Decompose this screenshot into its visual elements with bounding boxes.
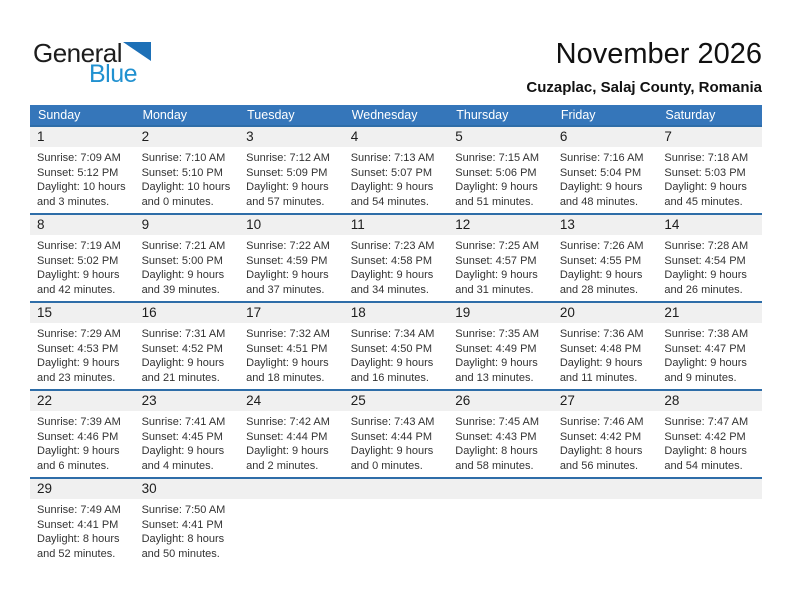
day-cell-16 bbox=[135, 302, 240, 390]
day-number-band bbox=[239, 479, 344, 499]
sunrise-line: Sunrise: 7:12 AM bbox=[246, 152, 330, 164]
location-subtitle: Cuzaplac, Salaj County, Romania bbox=[526, 79, 762, 96]
daylight-line-2: and 50 minutes. bbox=[141, 547, 220, 560]
day-details bbox=[657, 147, 762, 209]
weekday-header-wednesday: Wednesday bbox=[344, 105, 449, 126]
logo-text-blue: Blue bbox=[89, 60, 138, 88]
sunset-line: Sunset: 4:44 PM bbox=[246, 430, 328, 443]
day-cell-12 bbox=[448, 214, 553, 302]
empty-day-cell bbox=[553, 478, 658, 566]
day-cell-3 bbox=[239, 126, 344, 214]
day-details bbox=[344, 147, 449, 209]
daylight-line-2: and 31 minutes. bbox=[455, 283, 534, 296]
day-number-band: 17 bbox=[239, 303, 344, 323]
day-number-band: 6 bbox=[553, 127, 658, 147]
daylight-line-1: Daylight: 9 hours bbox=[37, 445, 120, 458]
daylight-line-2: and 54 minutes. bbox=[664, 459, 743, 472]
daylight-line-2: and 2 minutes. bbox=[246, 459, 319, 472]
day-details bbox=[30, 235, 135, 297]
daylight-line-1: Daylight: 9 hours bbox=[246, 181, 329, 194]
day-cell-4 bbox=[344, 126, 449, 214]
day-cell-15 bbox=[30, 302, 135, 390]
daylight-line-2: and 21 minutes. bbox=[141, 371, 220, 384]
sunrise-line: Sunrise: 7:29 AM bbox=[37, 328, 121, 340]
daylight-line-2: and 58 minutes. bbox=[455, 459, 534, 472]
day-cell-20 bbox=[553, 302, 658, 390]
day-cell-7 bbox=[657, 126, 762, 214]
day-number-band: 16 bbox=[135, 303, 240, 323]
daylight-line-1: Daylight: 9 hours bbox=[455, 269, 538, 282]
day-number-band: 18 bbox=[344, 303, 449, 323]
daylight-line-1: Daylight: 9 hours bbox=[141, 445, 225, 458]
daylight-line-1: Daylight: 9 hours bbox=[455, 357, 538, 370]
daylight-line-2: and 23 minutes. bbox=[37, 371, 116, 384]
day-details bbox=[448, 147, 553, 209]
daylight-line-1: Daylight: 9 hours bbox=[350, 269, 434, 282]
day-details bbox=[135, 411, 240, 473]
day-cell-21 bbox=[657, 302, 762, 390]
sunset-line: Sunset: 4:51 PM bbox=[246, 342, 328, 355]
day-cell-30 bbox=[135, 478, 240, 566]
week-row bbox=[30, 126, 762, 214]
sunrise-line: Sunrise: 7:25 AM bbox=[455, 240, 540, 252]
sunset-line: Sunset: 5:12 PM bbox=[37, 166, 119, 179]
daylight-line-1: Daylight: 9 hours bbox=[350, 181, 434, 194]
day-number-band: 22 bbox=[30, 391, 135, 411]
daylight-line-1: Daylight: 8 hours bbox=[37, 533, 120, 546]
daylight-line-1: Daylight: 9 hours bbox=[246, 357, 329, 370]
daylight-line-1: Daylight: 9 hours bbox=[37, 269, 120, 282]
daylight-line-1: Daylight: 8 hours bbox=[141, 533, 225, 546]
day-number-band: 19 bbox=[448, 303, 553, 323]
day-cell-10 bbox=[239, 214, 344, 302]
daylight-line-2: and 48 minutes. bbox=[559, 195, 639, 208]
day-cell-19 bbox=[448, 302, 553, 390]
day-number-band: 20 bbox=[553, 303, 658, 323]
day-details bbox=[553, 323, 658, 385]
day-cell-2 bbox=[135, 126, 240, 214]
week-row bbox=[30, 478, 762, 566]
sunrise-line: Sunrise: 7:42 AM bbox=[246, 416, 330, 428]
daylight-line-1: Daylight: 9 hours bbox=[559, 269, 643, 282]
day-details bbox=[657, 323, 762, 385]
sunrise-line: Sunrise: 7:31 AM bbox=[141, 328, 226, 340]
sunrise-line: Sunrise: 7:09 AM bbox=[37, 152, 121, 164]
sunrise-line: Sunrise: 7:49 AM bbox=[37, 504, 121, 516]
day-cell-26 bbox=[448, 390, 553, 478]
weekday-header-monday: Monday bbox=[135, 105, 240, 126]
day-cell-5 bbox=[448, 126, 553, 214]
sunset-line: Sunset: 5:07 PM bbox=[350, 166, 433, 179]
day-cell-9 bbox=[135, 214, 240, 302]
day-number-band: 29 bbox=[30, 479, 135, 499]
day-cell-23 bbox=[135, 390, 240, 478]
sunset-line: Sunset: 5:06 PM bbox=[455, 166, 537, 179]
day-number-band: 24 bbox=[239, 391, 344, 411]
sunset-line: Sunset: 4:50 PM bbox=[350, 342, 433, 355]
daylight-line-2: and 42 minutes. bbox=[37, 283, 116, 296]
day-details bbox=[553, 235, 658, 297]
day-number-band: 26 bbox=[448, 391, 553, 411]
daylight-line-1: Daylight: 8 hours bbox=[559, 445, 643, 458]
daylight-line-1: Daylight: 9 hours bbox=[559, 357, 643, 370]
day-number-band bbox=[657, 479, 762, 499]
day-details bbox=[135, 147, 240, 209]
day-number-band: 21 bbox=[657, 303, 762, 323]
sunset-line: Sunset: 5:09 PM bbox=[246, 166, 328, 179]
day-cell-8 bbox=[30, 214, 135, 302]
day-details bbox=[239, 411, 344, 473]
calendar-body bbox=[30, 126, 762, 566]
sunrise-line: Sunrise: 7:19 AM bbox=[37, 240, 121, 252]
sunrise-line: Sunrise: 7:18 AM bbox=[664, 152, 749, 164]
day-details bbox=[657, 235, 762, 297]
sunrise-line: Sunrise: 7:47 AM bbox=[664, 416, 749, 428]
day-number-band: 12 bbox=[448, 215, 553, 235]
day-cell-25 bbox=[344, 390, 449, 478]
sunrise-line: Sunrise: 7:34 AM bbox=[350, 328, 435, 340]
daylight-line-1: Daylight: 9 hours bbox=[559, 181, 643, 194]
sunrise-line: Sunrise: 7:46 AM bbox=[559, 416, 644, 428]
sunset-line: Sunset: 5:02 PM bbox=[37, 254, 119, 267]
day-cell-6 bbox=[553, 126, 658, 214]
day-number-band bbox=[344, 479, 449, 499]
daylight-line-1: Daylight: 10 hours bbox=[37, 181, 126, 194]
daylight-line-2: and 45 minutes. bbox=[664, 195, 743, 208]
daylight-line-1: Daylight: 9 hours bbox=[37, 357, 120, 370]
day-cell-29 bbox=[30, 478, 135, 566]
day-details bbox=[135, 323, 240, 385]
day-details bbox=[239, 323, 344, 385]
day-cell-24 bbox=[239, 390, 344, 478]
sunset-line: Sunset: 4:41 PM bbox=[141, 518, 223, 531]
sunset-line: Sunset: 4:45 PM bbox=[141, 430, 223, 443]
day-number-band: 7 bbox=[657, 127, 762, 147]
daylight-line-1: Daylight: 8 hours bbox=[664, 445, 747, 458]
sunrise-line: Sunrise: 7:39 AM bbox=[37, 416, 121, 428]
calendar-table bbox=[30, 105, 762, 566]
title-block bbox=[526, 38, 762, 96]
day-details bbox=[30, 411, 135, 473]
sunset-line: Sunset: 4:55 PM bbox=[559, 254, 642, 267]
daylight-line-2: and 51 minutes. bbox=[455, 195, 534, 208]
day-number-band: 27 bbox=[553, 391, 658, 411]
daylight-line-2: and 52 minutes. bbox=[37, 547, 116, 560]
sunrise-line: Sunrise: 7:32 AM bbox=[246, 328, 330, 340]
weekday-header-sunday: Sunday bbox=[30, 105, 135, 126]
daylight-line-2: and 56 minutes. bbox=[559, 459, 639, 472]
sunset-line: Sunset: 4:47 PM bbox=[664, 342, 746, 355]
day-details bbox=[135, 235, 240, 297]
daylight-line-1: Daylight: 9 hours bbox=[664, 181, 747, 194]
sunset-line: Sunset: 4:42 PM bbox=[664, 430, 746, 443]
sunrise-line: Sunrise: 7:28 AM bbox=[664, 240, 749, 252]
daylight-line-2: and 54 minutes. bbox=[350, 195, 429, 208]
day-number-band: 3 bbox=[239, 127, 344, 147]
sunrise-line: Sunrise: 7:50 AM bbox=[141, 504, 226, 516]
daylight-line-2: and 11 minutes. bbox=[559, 371, 638, 384]
sunset-line: Sunset: 4:54 PM bbox=[664, 254, 746, 267]
sunset-line: Sunset: 4:44 PM bbox=[350, 430, 433, 443]
sunrise-line: Sunrise: 7:35 AM bbox=[455, 328, 540, 340]
day-cell-14 bbox=[657, 214, 762, 302]
day-cell-27 bbox=[553, 390, 658, 478]
sunrise-line: Sunrise: 7:23 AM bbox=[350, 240, 435, 252]
general-blue-logo bbox=[33, 40, 151, 87]
day-details bbox=[30, 147, 135, 209]
day-details bbox=[448, 235, 553, 297]
daylight-line-1: Daylight: 9 hours bbox=[141, 269, 225, 282]
day-number-band: 10 bbox=[239, 215, 344, 235]
daylight-line-2: and 57 minutes. bbox=[246, 195, 325, 208]
daylight-line-1: Daylight: 9 hours bbox=[664, 357, 747, 370]
day-number-band: 11 bbox=[344, 215, 449, 235]
empty-day-cell bbox=[657, 478, 762, 566]
weekday-header-friday: Friday bbox=[553, 105, 658, 126]
sunrise-line: Sunrise: 7:38 AM bbox=[664, 328, 749, 340]
weekday-header-row bbox=[30, 105, 762, 126]
daylight-line-1: Daylight: 9 hours bbox=[141, 357, 225, 370]
sunset-line: Sunset: 4:59 PM bbox=[246, 254, 328, 267]
day-details bbox=[657, 411, 762, 473]
daylight-line-2: and 0 minutes. bbox=[141, 195, 214, 208]
day-number-band bbox=[448, 479, 553, 499]
daylight-line-2: and 9 minutes. bbox=[664, 371, 737, 384]
day-details bbox=[553, 411, 658, 473]
day-number-band: 2 bbox=[135, 127, 240, 147]
logo-text-general: General bbox=[33, 38, 122, 68]
sunrise-line: Sunrise: 7:10 AM bbox=[141, 152, 226, 164]
day-number-band: 15 bbox=[30, 303, 135, 323]
daylight-line-2: and 28 minutes. bbox=[559, 283, 639, 296]
sunrise-line: Sunrise: 7:21 AM bbox=[141, 240, 226, 252]
day-number-band: 5 bbox=[448, 127, 553, 147]
day-details bbox=[30, 499, 135, 561]
daylight-line-1: Daylight: 8 hours bbox=[455, 445, 538, 458]
daylight-line-2: and 16 minutes. bbox=[350, 371, 429, 384]
daylight-line-2: and 26 minutes. bbox=[664, 283, 743, 296]
sunset-line: Sunset: 4:43 PM bbox=[455, 430, 537, 443]
day-details bbox=[239, 147, 344, 209]
sunset-line: Sunset: 5:10 PM bbox=[141, 166, 223, 179]
sunset-line: Sunset: 4:57 PM bbox=[455, 254, 537, 267]
day-cell-22 bbox=[30, 390, 135, 478]
sunrise-line: Sunrise: 7:15 AM bbox=[455, 152, 540, 164]
daylight-line-1: Daylight: 9 hours bbox=[664, 269, 747, 282]
sunrise-line: Sunrise: 7:43 AM bbox=[350, 416, 435, 428]
weekday-header-tuesday: Tuesday bbox=[239, 105, 344, 126]
day-number-band: 1 bbox=[30, 127, 135, 147]
daylight-line-1: Daylight: 9 hours bbox=[246, 445, 329, 458]
sunset-line: Sunset: 4:41 PM bbox=[37, 518, 119, 531]
sunset-line: Sunset: 4:49 PM bbox=[455, 342, 537, 355]
sunset-line: Sunset: 4:53 PM bbox=[37, 342, 119, 355]
week-row bbox=[30, 302, 762, 390]
empty-day-cell bbox=[344, 478, 449, 566]
day-cell-11 bbox=[344, 214, 449, 302]
daylight-line-2: and 3 minutes. bbox=[37, 195, 110, 208]
daylight-line-1: Daylight: 9 hours bbox=[350, 357, 434, 370]
day-cell-1 bbox=[30, 126, 135, 214]
sunrise-line: Sunrise: 7:22 AM bbox=[246, 240, 330, 252]
day-number-band: 9 bbox=[135, 215, 240, 235]
daylight-line-1: Daylight: 9 hours bbox=[246, 269, 329, 282]
daylight-line-2: and 39 minutes. bbox=[141, 283, 220, 296]
daylight-line-2: and 37 minutes. bbox=[246, 283, 325, 296]
sunrise-line: Sunrise: 7:16 AM bbox=[559, 152, 644, 164]
sunrise-line: Sunrise: 7:36 AM bbox=[559, 328, 644, 340]
day-number-band: 23 bbox=[135, 391, 240, 411]
daylight-line-1: Daylight: 9 hours bbox=[455, 181, 538, 194]
daylight-line-2: and 4 minutes. bbox=[141, 459, 214, 472]
empty-day-cell bbox=[448, 478, 553, 566]
daylight-line-2: and 18 minutes. bbox=[246, 371, 325, 384]
day-number-band: 25 bbox=[344, 391, 449, 411]
day-number-band: 4 bbox=[344, 127, 449, 147]
day-number-band bbox=[553, 479, 658, 499]
day-details bbox=[135, 499, 240, 561]
day-details bbox=[344, 323, 449, 385]
sunset-line: Sunset: 4:46 PM bbox=[37, 430, 119, 443]
day-cell-13 bbox=[553, 214, 658, 302]
weekday-header-saturday: Saturday bbox=[657, 105, 762, 126]
sunset-line: Sunset: 5:00 PM bbox=[141, 254, 223, 267]
sunset-line: Sunset: 5:04 PM bbox=[559, 166, 642, 179]
sunset-line: Sunset: 4:58 PM bbox=[350, 254, 433, 267]
sunrise-line: Sunrise: 7:41 AM bbox=[141, 416, 226, 428]
day-cell-28 bbox=[657, 390, 762, 478]
day-number-band: 30 bbox=[135, 479, 240, 499]
weekday-header-thursday: Thursday bbox=[448, 105, 553, 126]
sunset-line: Sunset: 4:52 PM bbox=[141, 342, 223, 355]
week-row bbox=[30, 390, 762, 478]
month-title: November 2026 bbox=[555, 38, 762, 70]
daylight-line-2: and 34 minutes. bbox=[350, 283, 429, 296]
day-cell-18 bbox=[344, 302, 449, 390]
sunrise-line: Sunrise: 7:26 AM bbox=[559, 240, 644, 252]
week-row bbox=[30, 214, 762, 302]
daylight-line-2: and 0 minutes. bbox=[350, 459, 423, 472]
empty-day-cell bbox=[239, 478, 344, 566]
day-number-band: 13 bbox=[553, 215, 658, 235]
day-details bbox=[448, 323, 553, 385]
sunset-line: Sunset: 5:03 PM bbox=[664, 166, 746, 179]
daylight-line-2: and 6 minutes. bbox=[37, 459, 110, 472]
sunset-line: Sunset: 4:48 PM bbox=[559, 342, 642, 355]
day-details bbox=[553, 147, 658, 209]
sunset-line: Sunset: 4:42 PM bbox=[559, 430, 642, 443]
logo-triangle-icon bbox=[123, 42, 151, 61]
day-number-band: 28 bbox=[657, 391, 762, 411]
day-number-band: 14 bbox=[657, 215, 762, 235]
day-details bbox=[448, 411, 553, 473]
day-cell-17 bbox=[239, 302, 344, 390]
day-details bbox=[30, 323, 135, 385]
day-details bbox=[239, 235, 344, 297]
sunrise-line: Sunrise: 7:45 AM bbox=[455, 416, 540, 428]
day-number-band: 8 bbox=[30, 215, 135, 235]
day-details bbox=[344, 411, 449, 473]
sunrise-line: Sunrise: 7:13 AM bbox=[350, 152, 435, 164]
daylight-line-1: Daylight: 9 hours bbox=[350, 445, 434, 458]
daylight-line-2: and 13 minutes. bbox=[455, 371, 534, 384]
day-details bbox=[344, 235, 449, 297]
daylight-line-1: Daylight: 10 hours bbox=[141, 181, 231, 194]
